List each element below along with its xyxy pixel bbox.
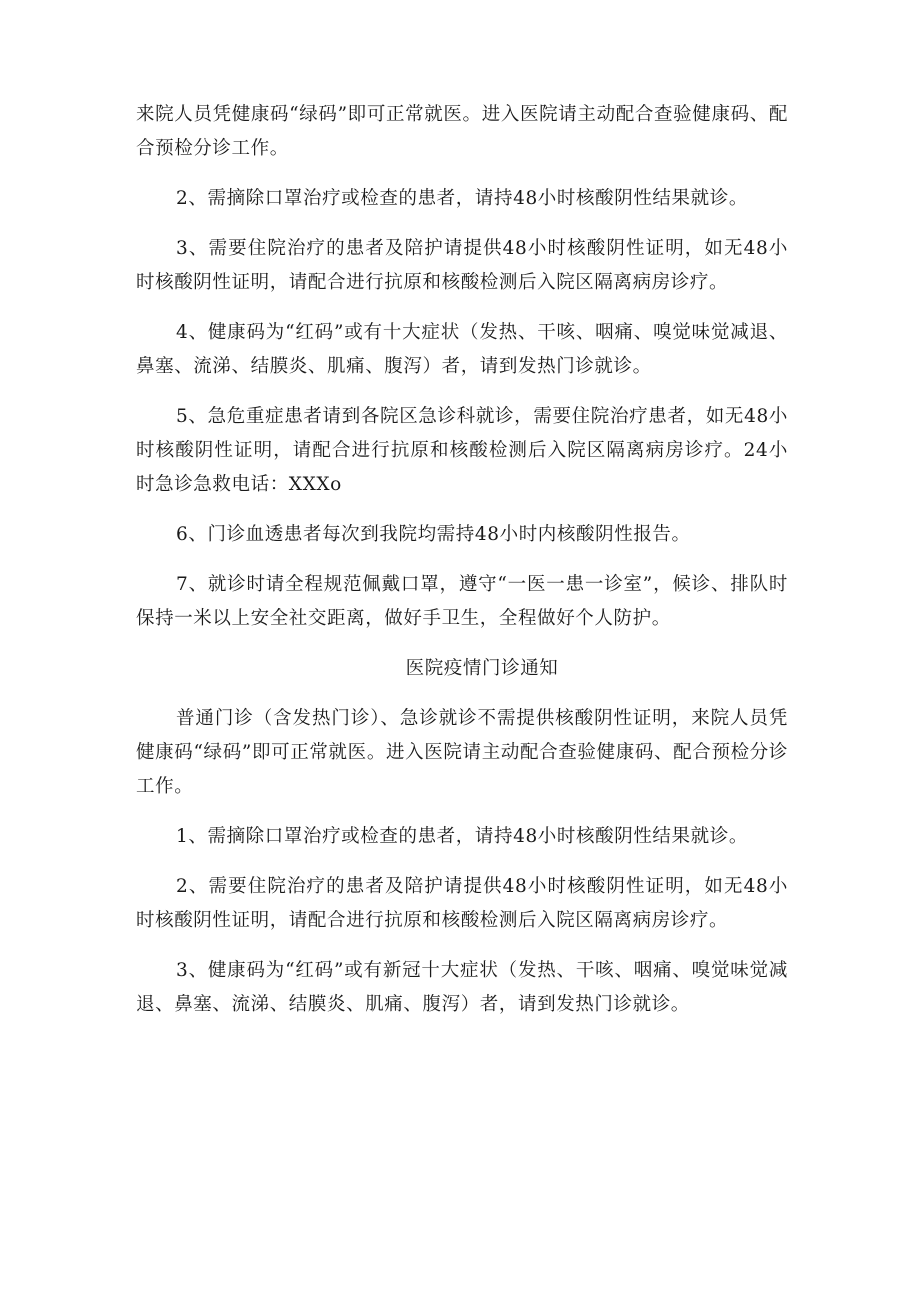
section-title: 医院疫情门诊通知 [405, 658, 559, 679]
paragraph-item-6: 6、门诊血透患者每次到我院均需持48小时内核酸阴性报告。 [176, 524, 691, 545]
paragraph-item-3: 3、需要住院治疗的患者及陪护请提供48小时核酸阴性证明，如无48小时核酸阴性证明，请配合进行抗原和核酸检测后入院区隔离病房诊疗。 [136, 238, 788, 293]
paragraph-item-5: 5、急危重症患者请到各院区急诊科就诊，需要住院治疗患者，如无48小时核酸阴性证明，请配合进行抗原和核酸检测后入院区隔离病房诊疗。24小时急诊急救电话：XXXo [136, 406, 788, 495]
paragraph-item-4: 4、健康码为“红码”或有十大症状（发热、干咳、咽痛、嗅觉味觉减退、鼻塞、流涕、结膜炎、肌痛、腹泻）者，请到发热门诊就诊。 [136, 322, 788, 377]
paragraph-notice-item-3: 3、健康码为“红码”或有新冠十大症状（发热、干咳、咽痛、嗅觉味觉减退、鼻塞、流涕、结膜炎、肌痛、腹泻）者，请到发热门诊就诊。 [136, 960, 788, 1015]
paragraph-continuation: 来院人员凭健康码“绿码”即可正常就医。进入医院请主动配合查验健康码、配合预检分诊工作。 [136, 104, 788, 159]
paragraph-item-2: 2、需摘除口罩治疗或检查的患者，请持48小时核酸阴性结果就诊。 [176, 188, 748, 209]
paragraph-notice-item-1: 1、需摘除口罩治疗或检查的患者，请持48小时核酸阴性结果就诊。 [176, 826, 748, 847]
document-page [136, 98, 788, 1038]
paragraph-notice-item-2: 2、需要住院治疗的患者及陪护请提供48小时核酸阴性证明，如无48小时核酸阴性证明，请配合进行抗原和核酸检测后入院区隔离病房诊疗。 [136, 876, 788, 931]
paragraph-item-7: 7、就诊时请全程规范佩戴口罩，遵守“一医一患一诊室”，候诊、排队时保持一米以上安全社交距离，做好手卫生，全程做好个人防护。 [136, 574, 788, 629]
paragraph-intro: 普通门诊（含发热门诊）、急诊就诊不需提供核酸阴性证明，来院人员凭健康码“绿码”即可正常就医。进入医院请主动配合查验健康码、配合预检分诊工作。 [136, 708, 788, 797]
